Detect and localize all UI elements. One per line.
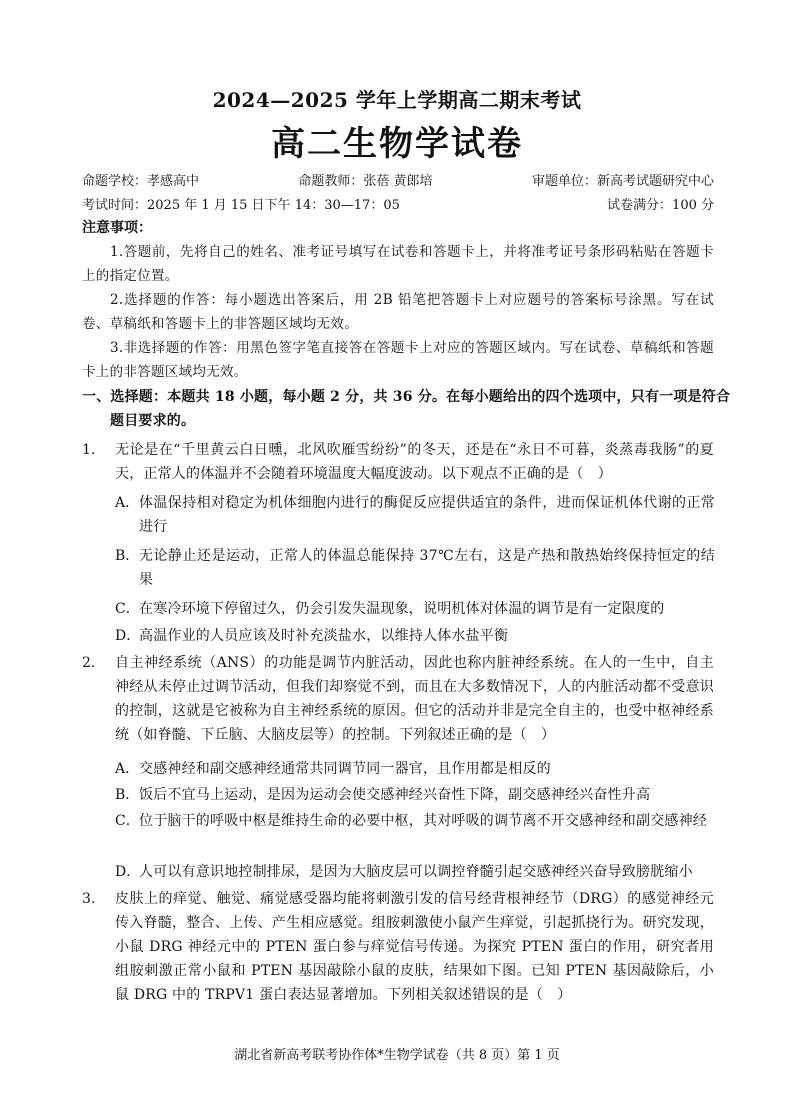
notice-item: 1.答题前，先将自己的姓名、准考证号填写在试卷和答题卡上，并将准考证号条形码粘贴在答题卡上的指定位置。 [82, 244, 714, 284]
option-text: 体温保持相对稳定为机体细胞内进行的酶促反应提供适宜的条件，进而保证机体代谢的正常进行 [139, 495, 715, 535]
option-label: A． [115, 495, 140, 511]
meta-score: 试卷满分：100 分 [607, 198, 714, 213]
option-label: B． [115, 787, 140, 803]
meta-school: 命题学校：孝感高中 [82, 174, 200, 189]
question-number: 2. [82, 655, 96, 671]
option-c [115, 597, 715, 621]
option-a [115, 757, 715, 781]
option-text: 在寒冷环境下停留过久，仍会引发失温现象，说明机体对体温的调节是有一定限度的 [139, 601, 665, 617]
option-c [115, 809, 715, 833]
notice-heading: 注意事项： [82, 220, 152, 236]
option-label: D． [115, 864, 141, 880]
meta-teachers: 命题教师：张蓓 黄郎培 [298, 174, 433, 189]
option-label: C． [115, 813, 140, 829]
option-text: 人可以有意识地控制排尿，是因为大脑皮层可以调控脊髓引起交感神经兴奋导致膀胱缩小 [139, 864, 693, 880]
question-3 [82, 887, 714, 1007]
question-stem: 无论是在“千里黄云白日曛，北风吹雁雪纷纷”的冬天，还是在“永日不可暮，炎蒸毒我肠”的夏天，正常人的体温并不会随着环境温度大幅度波动。以下观点不正确的是（ ） [115, 442, 714, 482]
section-heading: 一、选择题：本题共 18 小题，每小题 2 分，共 36 分。在每小题给出的四个选项中，只有一项是符合题目要求的。 [82, 389, 731, 429]
option-b [115, 783, 715, 807]
meta-reviewer: 审题单位：新高考试题研究中心 [531, 174, 714, 189]
option-label: A． [115, 761, 140, 777]
option-text: 无论静止还是运动，正常人的体温总能保持 37℃左右，这是产热和散热始终保持恒定的结果 [139, 548, 715, 588]
option-d [115, 624, 715, 648]
question-1 [82, 438, 714, 486]
option-text: 饭后不宜马上运动，是因为运动会使交感神经兴奋性下降，副交感神经兴奋性升高 [139, 787, 651, 803]
option-text: 高温作业的人员应该及时补充淡盐水，以维持人体水盐平衡 [139, 628, 509, 644]
page-footer: 湖北省新高考联考协作体*生物学试卷（共 8 页）第 1 页 [234, 1048, 560, 1063]
paper-title: 高二生物学试卷 [271, 124, 523, 164]
meta-row-time [82, 194, 714, 213]
option-a [115, 491, 715, 539]
option-b [115, 544, 715, 592]
option-label: D． [115, 628, 141, 644]
option-text: 交感神经和副交感神经通常共同调节同一器官，且作用都是相反的 [139, 761, 551, 777]
option-label: B． [115, 548, 140, 564]
notice-item: 2.选择题的作答：每小题选出答案后，用 2B 铅笔把答题卡上对应题号的答案标号涂黑。写在试卷、草稿纸和答题卡上的非答题区域均无效。 [82, 292, 714, 332]
question-2 [82, 651, 714, 747]
question-stem: 自主神经系统（ANS）的功能是调节内脏活动，因此也称内脏神经系统。在人的一生中，自主神经从未停止过调节活动，但我们却察觉不到，而且在大多数情况下，人的内脏活动都不受意识的控制，这就是它被称为自主神经系统的原因。但它的活动并非是完全自主的，也受中枢神经系统（如脊髓、下丘脑、大脑皮层等）的控制。下列叙述正确的是（ ） [115, 655, 714, 743]
exam-title: 2024—2025 学年上学期高二期末考试 [212, 88, 582, 112]
meta-time: 考试时间：2025 年 1 月 15 日下午 14：30—17：05 [82, 198, 400, 213]
question-stem: 皮肤上的痒觉、触觉、痛觉感受器均能将刺激引发的信号经背根神经节（DRG）的感觉神经元传入脊髓，整合、上传、产生相应感觉。组胺刺激使小鼠产生痒觉，引起抓挠行为。研究发现，小鼠 DRG 神经元中的 PTEN 蛋白参与痒觉信号传递。为探究 PTEN 蛋白的作用，研究者用组胺刺激正常小鼠和 PTEN 基因敲除小鼠的皮肤，结果如下图。已知 PTEN 基因敲除后，小鼠 DRG 中的 TRPV1 蛋白表达显著增加。下列相关叙述错误的是（ ） [115, 891, 714, 1003]
notice-item: 3.非选择题的作答：用黑色签字笔直接答在答题卡上对应的答题区域内。写在试卷、草稿纸和答题卡上的非答题区域均无效。 [82, 340, 714, 380]
meta-row-authors [82, 170, 714, 189]
option-text: 位于脑干的呼吸中枢是维持生命的必要中枢，其对呼吸的调节离不开交感神经和副交感神经 [139, 813, 707, 829]
option-label: C． [115, 601, 140, 617]
question-number: 1. [82, 442, 96, 458]
option-d [115, 860, 715, 884]
question-number: 3. [82, 891, 96, 907]
